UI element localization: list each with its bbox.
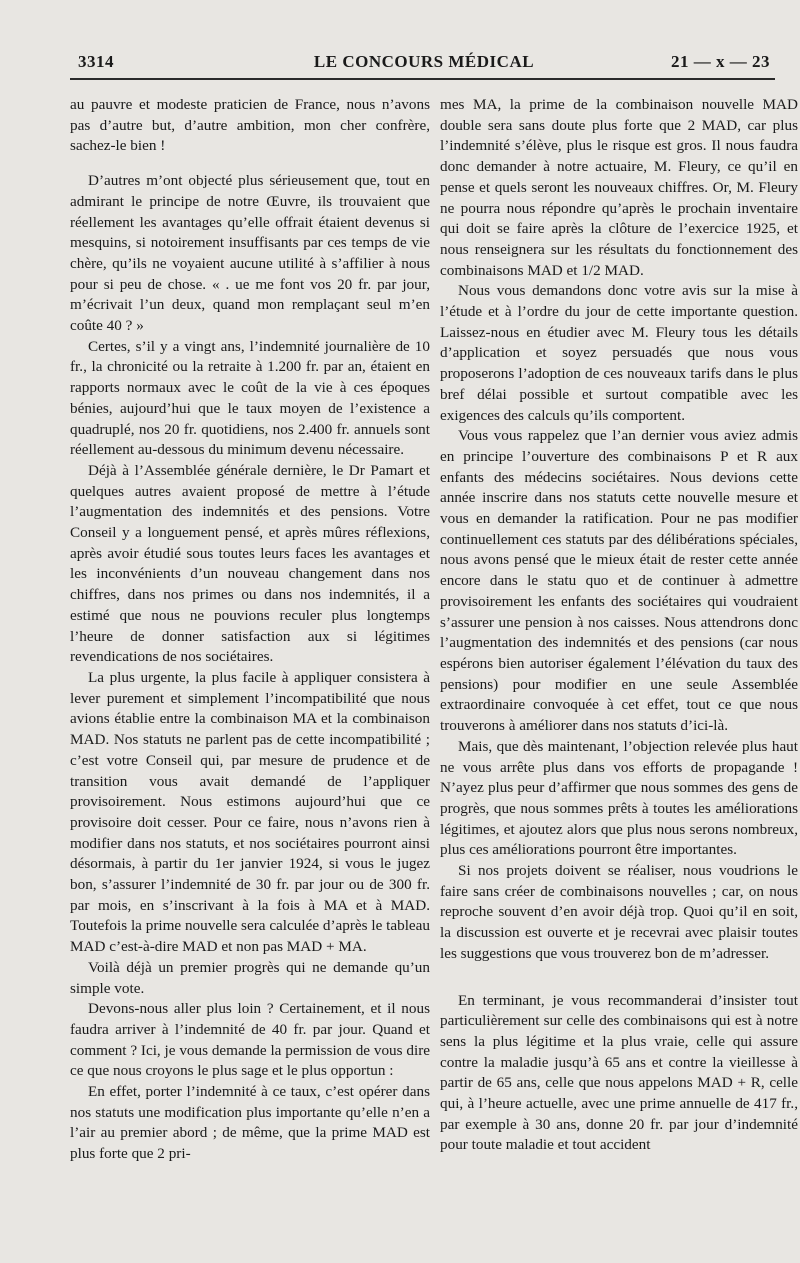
paragraph: D’autres m’ont objecté plus sérieusement que, tout en admirant le principe de notre Œuvre, ils trouvaient que réellement les avantages qu’elle offrait étaient devenus si mesquins, si notoirement insuffisants par ces temps de vie chère, qu’ils ne voyaient aucune utilité à s’affilier à nous pour si peu de chose. « . ue me font vos 20 fr. par jour, m’écrivait l’un deux, quand mon remplaçant seul m’en coûte 40 ? » bbox=[70, 172, 430, 335]
journal-title: LE CONCOURS MÉDICAL bbox=[313, 52, 535, 71]
page-header bbox=[78, 52, 770, 76]
right-column bbox=[440, 95, 798, 1156]
paragraph: En effet, porter l’indemnité à ce taux, c’est opérer dans nos statuts une modification plus importante qu’elle n’en a l’air au premier abord ; de même, que la prime MAD est plus forte que 2 pri- bbox=[70, 1083, 430, 1163]
paragraph: Voilà déjà un premier progrès qui ne demande qu’un simple vote. bbox=[70, 958, 430, 997]
paragraph: Vous vous rappelez que l’an dernier vous aviez admis en principe l’ouverture des combinaisons P et R aux enfants des médecins sociétaires. Nous devions cette année inscrire dans nos statuts cette nouvelle mesure et vous en demander la ratification. Pour ne pas modifier continuellement ces statuts par des délibérations spéciales, nous avons pensé que le mieux était de rester cette année encore dans le statu quo et de continuer à admettre provisoirement les enfants des sociétaires qui voudraient s’assurer une pension à nos caisses. Nous attendrons donc l’augmentation des indemnités et des pensions (car nous espérons bien autoriser également l’élévation du taux des pensions) pour modifier en une seule Assemblée extraordinaire convoquée à cet effet, tout ce que nous trouverons à améliorer dans nos statuts d’ici-là. bbox=[440, 427, 798, 735]
header-rule bbox=[70, 78, 775, 80]
paragraph: au pauvre et modeste praticien de France, nous n’avons pas d’autre but, d’autre ambition, mon cher confrère, sachez-le bien ! bbox=[70, 96, 430, 155]
issue-date: 21 — x — 23 bbox=[671, 52, 770, 71]
left-column bbox=[70, 95, 430, 1165]
paragraph: Certes, s’il y a vingt ans, l’indemnité journalière de 10 fr., la chronicité ou la retraite à 1.200 fr. par an, étaient en rapports normaux avec le coût de la vie à ces époques bénies, aujourd’hui que le taux moyen de l’existence a quadruplé, nos 20 fr. quotidiens, nos 2.400 fr. annuels sont réellement au-dessous du minimum devenu nécessaire. bbox=[70, 337, 430, 459]
paragraph: Devons-nous aller plus loin ? Certainement, et il nous faudra arriver à l’indemnité de 40 fr. par jour. Quand et comment ? Ici, je vous demande la permission de vous dire ce que nous croyons le plus sage et le plus opportun : bbox=[70, 1000, 430, 1080]
paragraph: Déjà à l’Assemblée générale dernière, le Dr Pamart et quelques autres avaient proposé de mettre à l’étude l’augmentation des indemnités et des pensions. Votre Conseil y a longuement pensé, et après mûres réflexions, après avoir étudié sous toutes leurs faces les avantages et les inconvénients d’un nouveau changement dans nos chiffres, dans nos primes ou dans nos indemnités, il a estimé que nous ne pouvions reculer plus longtemps l’heure de donner satisfaction aux si légitimes revendications de nos sociétaires. bbox=[70, 461, 430, 666]
paragraph: En terminant, je vous recommanderai d’insister tout particulièrement sur celle des combinaisons qui est à notre sens la plus légitime et la plus vraie, celle qui assure contre la maladie jusqu’à 65 ans et contre la vieillesse à partir de 65 ans, celle que nous appelons MAD + R, celle qui, à l’heure actuelle, avec une prime annuelle de 417 fr., par exemple à 30 ans, donne 20 fr. par jour d’indemnité pour toute maladie et tout accident bbox=[440, 991, 798, 1154]
paragraph: Mais, que dès maintenant, l’objection relevée plus haut ne vous arrête plus dans vos efforts de propagande ! N’ayez plus peur d’affirmer que nous sommes des gens de progrès, que nous sommes prêts à toutes les améliorations légitimes, et ajoutez alors que plus nous serons nombreux, plus ces améliorations pourront être importantes. bbox=[440, 737, 798, 859]
paragraph: Si nos projets doivent se réaliser, nous voudrions le faire sans créer de combinaisons nouvelles ; car, on nous reproche souvent d’en avoir déjà trop. Quoi qu’il en soit, la discussion est ouverte et je recevrai avec plaisir toutes les suggestions que vous trouverez bon de m’adresser. bbox=[440, 862, 798, 962]
paragraph: La plus urgente, la plus facile à appliquer consistera à lever purement et simplement l’incompatibilité que nous avions établie entre la combinaison MA et la combinaison MAD. Nos statuts ne parlent pas de cette incompatibilité ; c’est votre Conseil qui, par mesure de prudence et de transition vous avait demandé de l’appliquer provisoirement. Nous estimons aujourd’hui que ce provisoire doit cesser. Pour ce faire, nous n’avons rien à modifier dans nos statuts, et nos sociétaires pourront ainsi désormais, à partir du 1er janvier 1924, si vous le jugez bon, s’assurer l’indemnité de 30 fr. par jour ou de 300 fr. par mois, en s’inscrivant à la fois à MA et à MAD. Toutefois la prime nouvelle sera calculée d’après le tableau MAD c’est-à-dire MAD et non pas MAD + MA. bbox=[70, 668, 430, 956]
paragraph: mes MA, la prime de la combinaison nouvelle MAD double sera sans doute plus forte que 2 MAD, car plus l’indemnité s’élève, plus le risque est gros. Il nous faudra donc demander à notre actuaire, M. Fleury, ce qu’il en pense et quels seront les nouveaux chiffres. Or, M. Fleury ne pourra nous répondre qu’après le prochain inventaire qui doit se faire après la clôture de l’exercice 1925, et nous renseignera sur les résultats du fonctionnement des combinaisons MAD et 1/2 MAD. bbox=[440, 96, 798, 279]
page-number: 3314 bbox=[78, 52, 114, 71]
paragraph: Nous vous demandons donc votre avis sur la mise à l’étude et à l’ordre du jour de cette importante question. Laissez-nous en étudier avec M. Fleury tous les détails d’application et soyez persuadés que nous vous proposerons l’adoption de ces nouveaux tarifs dans le plus bref délai possible et surtout compatible avec les exigences des calculs qu’ils comportent. bbox=[440, 282, 798, 424]
